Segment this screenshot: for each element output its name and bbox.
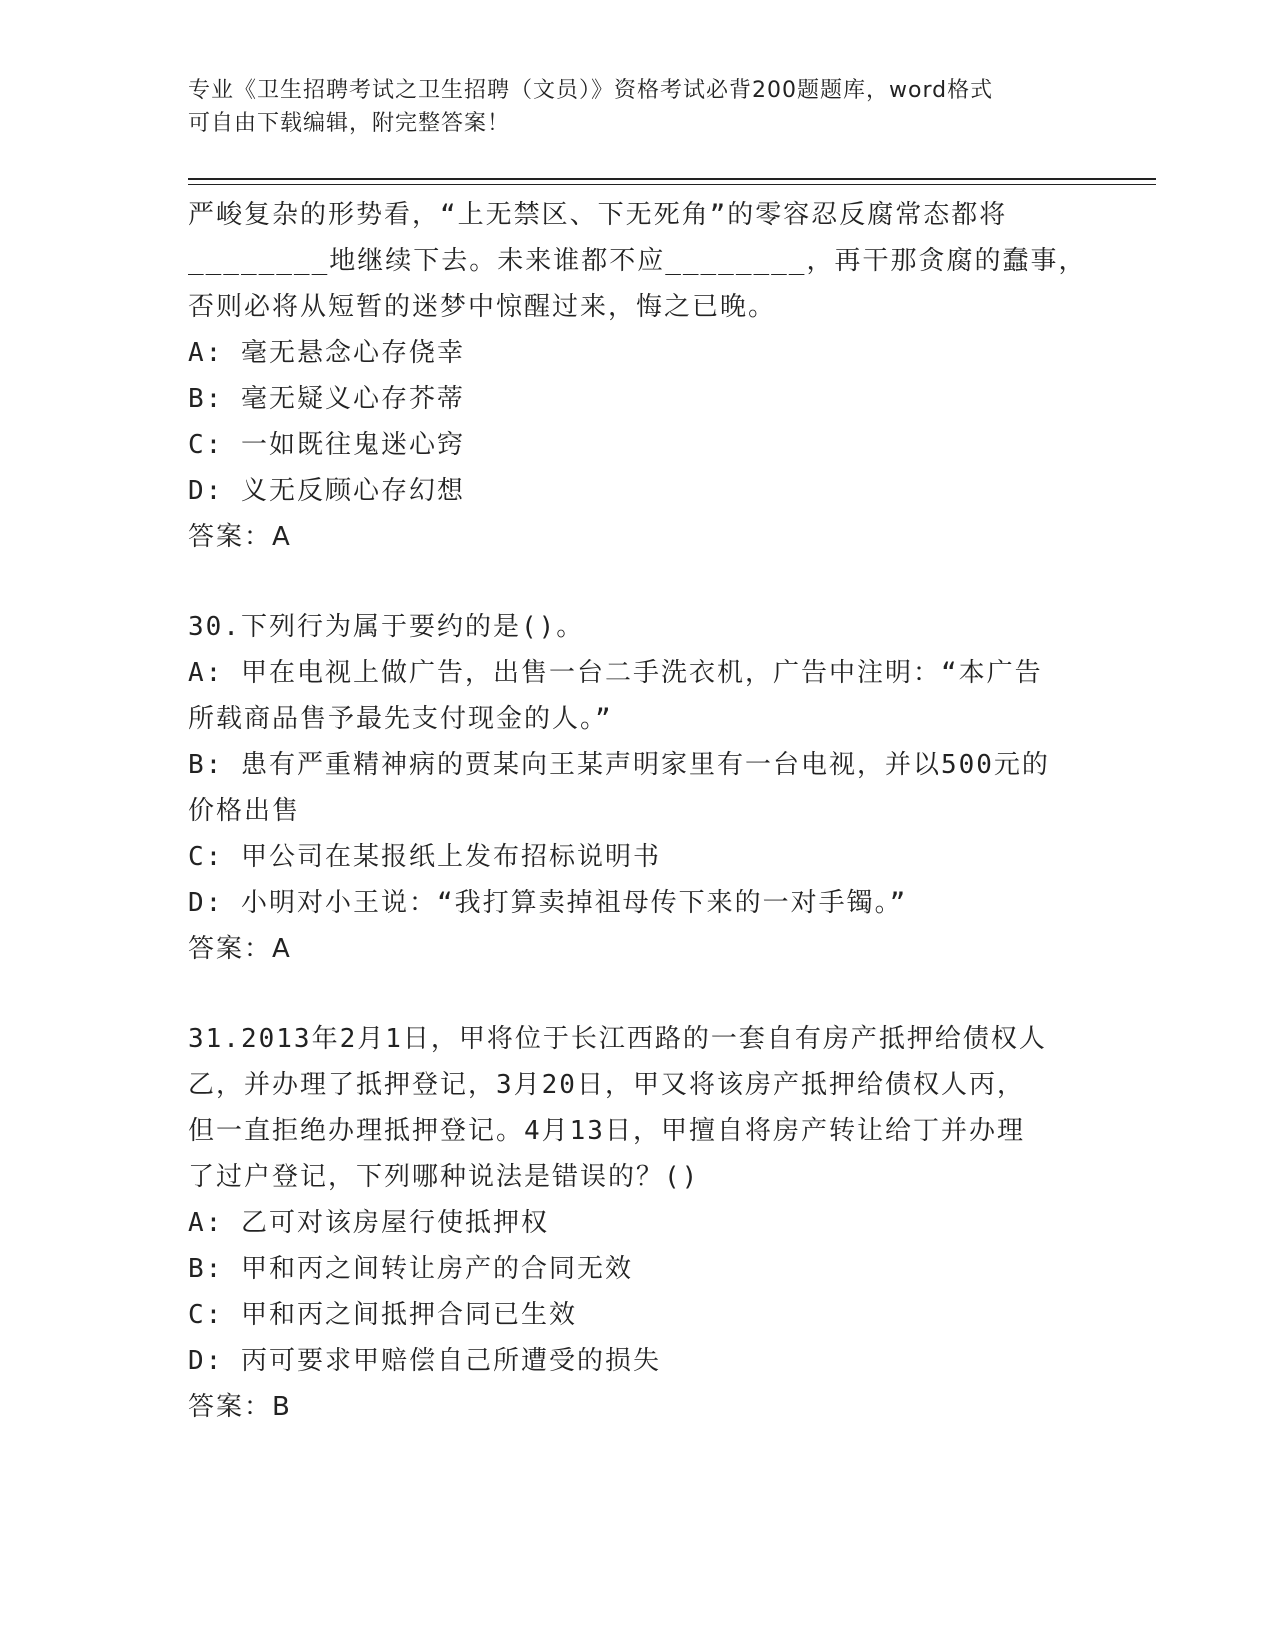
option-c: C: 甲公司在某报纸上发布招标说明书 <box>188 842 661 872</box>
spacer <box>188 972 1108 1016</box>
question-stem-line: 31.2013年2月1日，甲将位于长江西路的一套自有房产抵押给债权人 <box>188 1024 1047 1054</box>
option-d: D: 义无反顾心存幻想 <box>188 476 465 506</box>
option-a-continued: 所载商品售予最先支付现金的人。” <box>188 704 613 734</box>
option-c: C: 一如既往鬼迷心窍 <box>188 430 465 460</box>
option-d: D: 小明对小王说：“我打算卖掉祖母传下来的一对手镯。” <box>188 888 908 918</box>
option-b-continued: 价格出售 <box>188 796 301 826</box>
option-b: B: 毫无疑义心存芥蒂 <box>188 384 465 414</box>
option-c: C: 甲和丙之间抵押合同已生效 <box>188 1300 577 1330</box>
option-a: A: 毫无悬念心存侥幸 <box>188 338 465 368</box>
answer-value: A <box>272 522 292 552</box>
question-stem-line: 乙，并办理了抵押登记，3月20日，甲又将该房产抵押给债权人丙， <box>188 1070 1025 1100</box>
question-stem-line: 严峻复杂的形势看，“上无禁区、下无死角”的零容忍反腐常态都将 <box>188 200 1008 230</box>
answer-line <box>188 1384 1108 1430</box>
header-divider-thick <box>188 178 1156 180</box>
option-d: D: 丙可要求甲赔偿自己所遭受的损失 <box>188 1346 661 1376</box>
answer-line <box>188 926 1108 972</box>
answer-value: A <box>272 934 292 964</box>
question-stem-line: 30.下列行为属于要约的是()。 <box>188 612 585 642</box>
question-29 <box>188 192 1108 560</box>
question-stem-line: 但一直拒绝办理抵押登记。4月13日，甲擅自将房产转让给丁并办理 <box>188 1116 1025 1146</box>
answer-label: 答案： <box>188 522 273 552</box>
question-stem-line: ________地继续下去。未来谁都不应________，再干那贪腐的蠢事， <box>188 246 1087 276</box>
option-a: A: 甲在电视上做广告，出售一台二手洗衣机，广告中注明：“本广告 <box>188 658 1043 688</box>
answer-label: 答案： <box>188 934 273 964</box>
option-a: A: 乙可对该房屋行使抵押权 <box>188 1208 549 1238</box>
question-30 <box>188 604 1108 972</box>
document-header <box>188 74 1088 140</box>
question-31 <box>188 1016 1108 1430</box>
header-line-1: 专业《卫生招聘考试之卫生招聘（文员）》资格考试必背200题题库，word格式 <box>188 78 994 103</box>
option-b: B: 甲和丙之间转让房产的合同无效 <box>188 1254 633 1284</box>
question-stem-line: 了过户登记，下列哪种说法是错误的？() <box>188 1162 700 1192</box>
answer-value: B <box>272 1392 292 1422</box>
question-stem-line: 否则必将从短暂的迷梦中惊醒过来，悔之已晚。 <box>188 292 777 322</box>
header-divider-thin <box>188 184 1156 185</box>
spacer <box>188 560 1108 604</box>
document-body <box>188 192 1108 1430</box>
answer-label: 答案： <box>188 1392 273 1422</box>
answer-line <box>188 514 1108 560</box>
option-b: B: 患有严重精神病的贾某向王某声明家里有一台电视，并以500元的 <box>188 750 1050 780</box>
header-line-2: 可自由下载编辑，附完整答案！ <box>188 111 511 136</box>
